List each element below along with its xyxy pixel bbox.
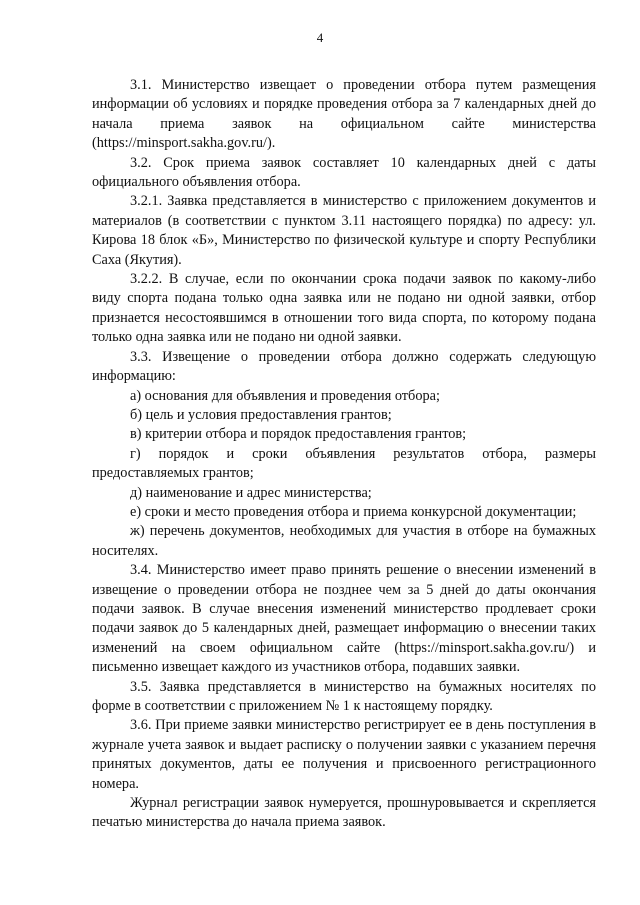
list-item-v: в) критерии отбора и порядок предоставления грантов; (130, 426, 467, 443)
paragraph-3-2: 3.2. Срок приема заявок составляет 10 календарных дней с даты официального объявления отбора. (92, 154, 596, 191)
page-number: 4 (316, 30, 324, 45)
paragraph-3-2-2: 3.2.2. В случае, если по окончании срока подачи заявок по какому-либо виду спорта подана только одна заявка или не подано ни одной заявки, отбор признается несостоявшимся в отношении того вида спорта, по которому подана только одна заявка или не подано ни одной заявки. (92, 271, 596, 346)
paragraph-3-2-1: 3.2.1. Заявка представляется в министерство с приложением документов и материалов (в соответствии с пунктом 3.11 настоящего порядка) по адресу: ул. Кирова 18 блок «Б», Министерство по физической культуре и спорту Республики Саха (Якутия). (92, 193, 596, 268)
paragraph-3-6: 3.6. При приеме заявки министерство регистрирует ее в день поступления в журнале учета заявок и выдает расписку о получении заявки с указанием перечня принятых документов, даты ее получения и присвоенного регистрационного номера. (92, 717, 596, 792)
document-body (92, 76, 596, 833)
list-item-d: д) наименование и адрес министерства; (130, 484, 372, 501)
list-item-zh: ж) перечень документов, необходимых для участия в отборе на бумажных носителях. (92, 523, 596, 559)
list-item-b: б) цель и условия предоставления грантов; (130, 406, 392, 423)
list-item-e: е) сроки и место проведения отбора и приема конкурсной документации; (130, 503, 577, 520)
list-item-g: г) порядок и сроки объявления результатов отбора, размеры предоставляемых грантов; (92, 445, 596, 482)
paragraph-3-4: 3.4. Министерство имеет право принять решение о внесении изменений в извещение о проведении отбора не позднее чем за 5 дней до даты окончания подачи заявок. В случае внесения изменений министерство продлевает сроки подачи заявок до 5 календарных дней, размещает информацию о внесении таких изменений на своем официальном сайте (https://minsport.sakha.gov.ru/) и письменно извещает каждого из участников отбора, подавших заявки. (92, 562, 596, 676)
list-item-a: а) основания для объявления и проведения отбора; (130, 387, 440, 404)
paragraph-3-1: 3.1. Министерство извещает о проведении отбора путем размещения информации об условиях и порядке проведения отбора за 7 календарных дней до начала приема заявок на официальном сайте министерства (https://minsport.sakha.gov.ru/). (92, 77, 596, 152)
paragraph-3-3: 3.3. Извещение о проведении отбора должно содержать следующую информацию: (92, 348, 596, 385)
paragraph-journal: Журнал регистрации заявок нумеруется, прошнуровывается и скрепляется печатью министерства до начала приема заявок. (92, 795, 596, 831)
paragraph-3-5: 3.5. Заявка представляется в министерство на бумажных носителях по форме в соответствии с приложением № 1 к настоящему порядку. (92, 678, 596, 714)
